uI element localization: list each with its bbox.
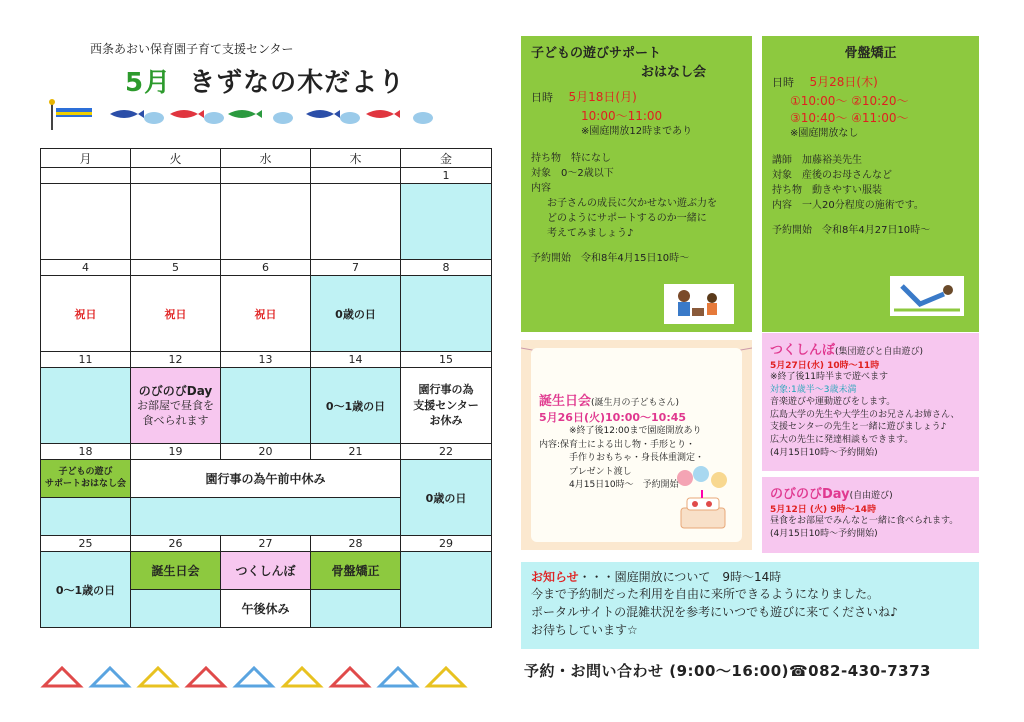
date-18: 18 — [41, 444, 131, 460]
event-25: 0～1歳の日 — [41, 552, 131, 628]
support-content-label: 内容 — [531, 182, 551, 194]
event-15-line3: お休み — [429, 414, 463, 428]
event-12 — [131, 368, 221, 444]
month-label: 5月 — [125, 68, 172, 98]
date-20: 20 — [221, 444, 311, 460]
support-bring: 持ち物 特になし — [531, 152, 611, 164]
notice-l1: 今まで予約制だった利用を自由に来所できるようになりました。 — [531, 587, 880, 601]
birthday-line5: 4月15日10時～ 予約開始 — [569, 480, 679, 490]
birthday-subtitle: (誕生月の子どもさん) — [591, 398, 680, 408]
tsukushinbo-title: つくしんぼ — [770, 343, 836, 358]
tsukushinbo-l7: (4月15日10時～予約開始) — [770, 447, 878, 458]
date-14: 14 — [311, 352, 401, 368]
date-6: 6 — [221, 260, 311, 276]
pelvis-panel — [762, 36, 979, 332]
birthday-line3: 手作りおもちゃ・身長体重測定・ — [569, 453, 705, 463]
pelvis-bring: 持ち物 動きやすい服装 — [772, 184, 882, 196]
event-15-line2: 支援センター — [413, 398, 479, 412]
date-12: 12 — [131, 352, 221, 368]
support-date: 5月18日(月) — [568, 90, 637, 104]
support-title1: 子どもの遊びサポート — [531, 46, 662, 61]
nobinobi-date: 5月12日 (火) 9時～14時 — [770, 505, 877, 515]
birthday-cake-icon — [671, 466, 737, 536]
event-18-line2: サポートおはなし会 — [44, 478, 126, 489]
birthday-title: 誕生日会 — [539, 394, 592, 409]
support-content1: お子さんの成長に欠かせない遊ぶ力を — [547, 197, 717, 209]
date-19: 19 — [131, 444, 221, 460]
pelvis-date: 5月28日(木) — [809, 75, 878, 89]
date-8: 8 — [401, 260, 492, 276]
birthday-panel — [521, 340, 752, 550]
event-26: 誕生日会 — [131, 552, 220, 589]
notice-panel — [521, 562, 979, 649]
holiday-5: 祝日 — [131, 276, 221, 352]
kabuto-decoration — [40, 664, 490, 688]
date-11: 11 — [41, 352, 131, 368]
weekday-mon: 月 — [41, 149, 131, 168]
date-4: 4 — [41, 260, 131, 276]
date-21: 21 — [311, 444, 401, 460]
tsukushinbo-l4: 広島大学の先生や大学生のお兄さんお姉さん、 — [770, 409, 960, 420]
birthday-line2: 内容:保育士による出し物・手形とり・ — [539, 439, 696, 450]
event-22: 0歳の日 — [401, 460, 492, 536]
nobinobi-subtitle: (自由遊び) — [849, 491, 893, 501]
notice-l2: ポータルサイトの混雑状況を参考にいつでも遊びに来てくださいね♪ — [531, 605, 898, 619]
date-22: 22 — [401, 444, 492, 460]
weekday-tue: 火 — [131, 149, 221, 168]
support-panel — [521, 36, 752, 332]
pelvis-note: ※園庭開放なし — [790, 127, 859, 139]
koinobori-decoration — [48, 98, 438, 132]
storytime-illustration-icon — [664, 284, 734, 324]
calendar-table — [40, 148, 492, 628]
weekday-thu: 木 — [311, 149, 401, 168]
nobinobi-title: のびのびDay — [770, 487, 850, 502]
date-7: 7 — [311, 260, 401, 276]
support-content2: どのようにサポートするのか一緒に — [547, 212, 707, 224]
tsukushinbo-l6: 広大の先生に発達相談もできます。 — [770, 434, 914, 445]
nobinobi-panel — [762, 477, 979, 553]
date-5: 5 — [131, 260, 221, 276]
event-28: 骨盤矯正 — [311, 552, 400, 589]
stretching-illustration-icon — [890, 276, 964, 316]
date-1: 1 — [401, 168, 492, 184]
birthday-date: 5月26日(火)10:00～10:45 — [539, 411, 687, 424]
notice-l3: お待ちしています☆ — [531, 623, 638, 637]
date-15: 15 — [401, 352, 492, 368]
holiday-6: 祝日 — [221, 276, 311, 352]
tsukushinbo-l1: ※終了後11時半まで遊べます — [770, 372, 888, 382]
event-27-pm: 午後休み — [221, 589, 310, 627]
support-reserve: 予約開始 令和8年4月15日10時～ — [531, 252, 690, 264]
contact-line: 予約・お問い合わせ (9:00～16:00)☎082-430-7373 — [524, 662, 931, 680]
support-time: 10:00～11:00 — [581, 108, 663, 123]
tsukushinbo-l2: 対象:1歳半～3歳未満 — [770, 384, 857, 395]
nobinobi-l2: (4月15日10時～予約開始) — [770, 528, 878, 539]
date-29: 29 — [401, 536, 492, 552]
support-note: ※園庭開放12時まであり — [581, 125, 693, 137]
event-15-line1: 園行事の為 — [418, 383, 474, 397]
pelvis-date-label: 日時 — [772, 76, 794, 89]
pelvis-target: 対象 産後のお母さんなど — [772, 169, 892, 181]
support-title2: おはなし会 — [641, 65, 707, 80]
event-27: つくしんぼ — [221, 552, 310, 589]
holiday-4: 祝日 — [41, 276, 131, 352]
pelvis-reserve: 予約開始 令和8年4月27日10時～ — [772, 224, 931, 236]
date-27: 27 — [221, 536, 311, 552]
tsukushinbo-l3: 音楽遊びや運動遊びをします。 — [770, 397, 896, 408]
support-date-label: 日時 — [531, 91, 553, 104]
event-19-21: 園行事の為午前中休み — [205, 472, 326, 486]
newsletter-title: きずなの木だより — [189, 68, 406, 98]
page-title — [125, 62, 405, 99]
pelvis-lecturer: 講師 加藤裕美先生 — [772, 154, 862, 166]
date-25: 25 — [41, 536, 131, 552]
event-12-line2: 食べられます — [142, 413, 209, 427]
date-28: 28 — [311, 536, 401, 552]
nobinobi-l1: 昼食をお部屋でみんなと一緒に食べられます。 — [770, 516, 959, 526]
birthday-line4: プレゼント渡し — [569, 466, 632, 477]
event-12-line1: お部屋で昼食を — [137, 398, 214, 412]
tsukushinbo-subtitle: (集団遊びと自由遊び) — [835, 347, 924, 357]
weekday-wed: 水 — [221, 149, 311, 168]
event-14: 0～1歳の日 — [311, 368, 401, 444]
event-15 — [401, 368, 492, 444]
event-18 — [41, 460, 130, 497]
event-18-line1: 子どもの遊び — [58, 466, 113, 477]
date-26: 26 — [131, 536, 221, 552]
birthday-line1: ※終了後12:00まで園庭開放あり — [569, 426, 702, 436]
pelvis-content: 内容 一人20分程度の施術です。 — [772, 199, 924, 211]
event-12-title: のびのびDay — [138, 383, 213, 398]
notice-head: ・・・園庭開放について 9時～14時 — [578, 570, 782, 584]
tsukushinbo-l5: 支援センターの先生と一緒に遊びましょう♪ — [770, 422, 947, 433]
event-7: 0歳の日 — [311, 276, 401, 352]
tsukushinbo-date: 5月27日(水) 10時～11時 — [770, 361, 880, 371]
org-name: 西条あおい保育園子育て支援センター — [90, 42, 294, 56]
date-13: 13 — [221, 352, 311, 368]
pelvis-title: 骨盤矯正 — [844, 46, 897, 61]
support-target: 対象 0～2歳以下 — [531, 167, 614, 179]
tsukushinbo-panel — [762, 333, 979, 471]
weekday-fri: 金 — [401, 149, 492, 168]
pelvis-slot1: ①10:00～ ②10:20～ — [790, 93, 909, 108]
notice-label: お知らせ — [531, 570, 579, 584]
support-content3: 考えてみましょう♪ — [547, 227, 634, 239]
pelvis-slot2: ③10:40～ ④11:00～ — [790, 110, 909, 125]
